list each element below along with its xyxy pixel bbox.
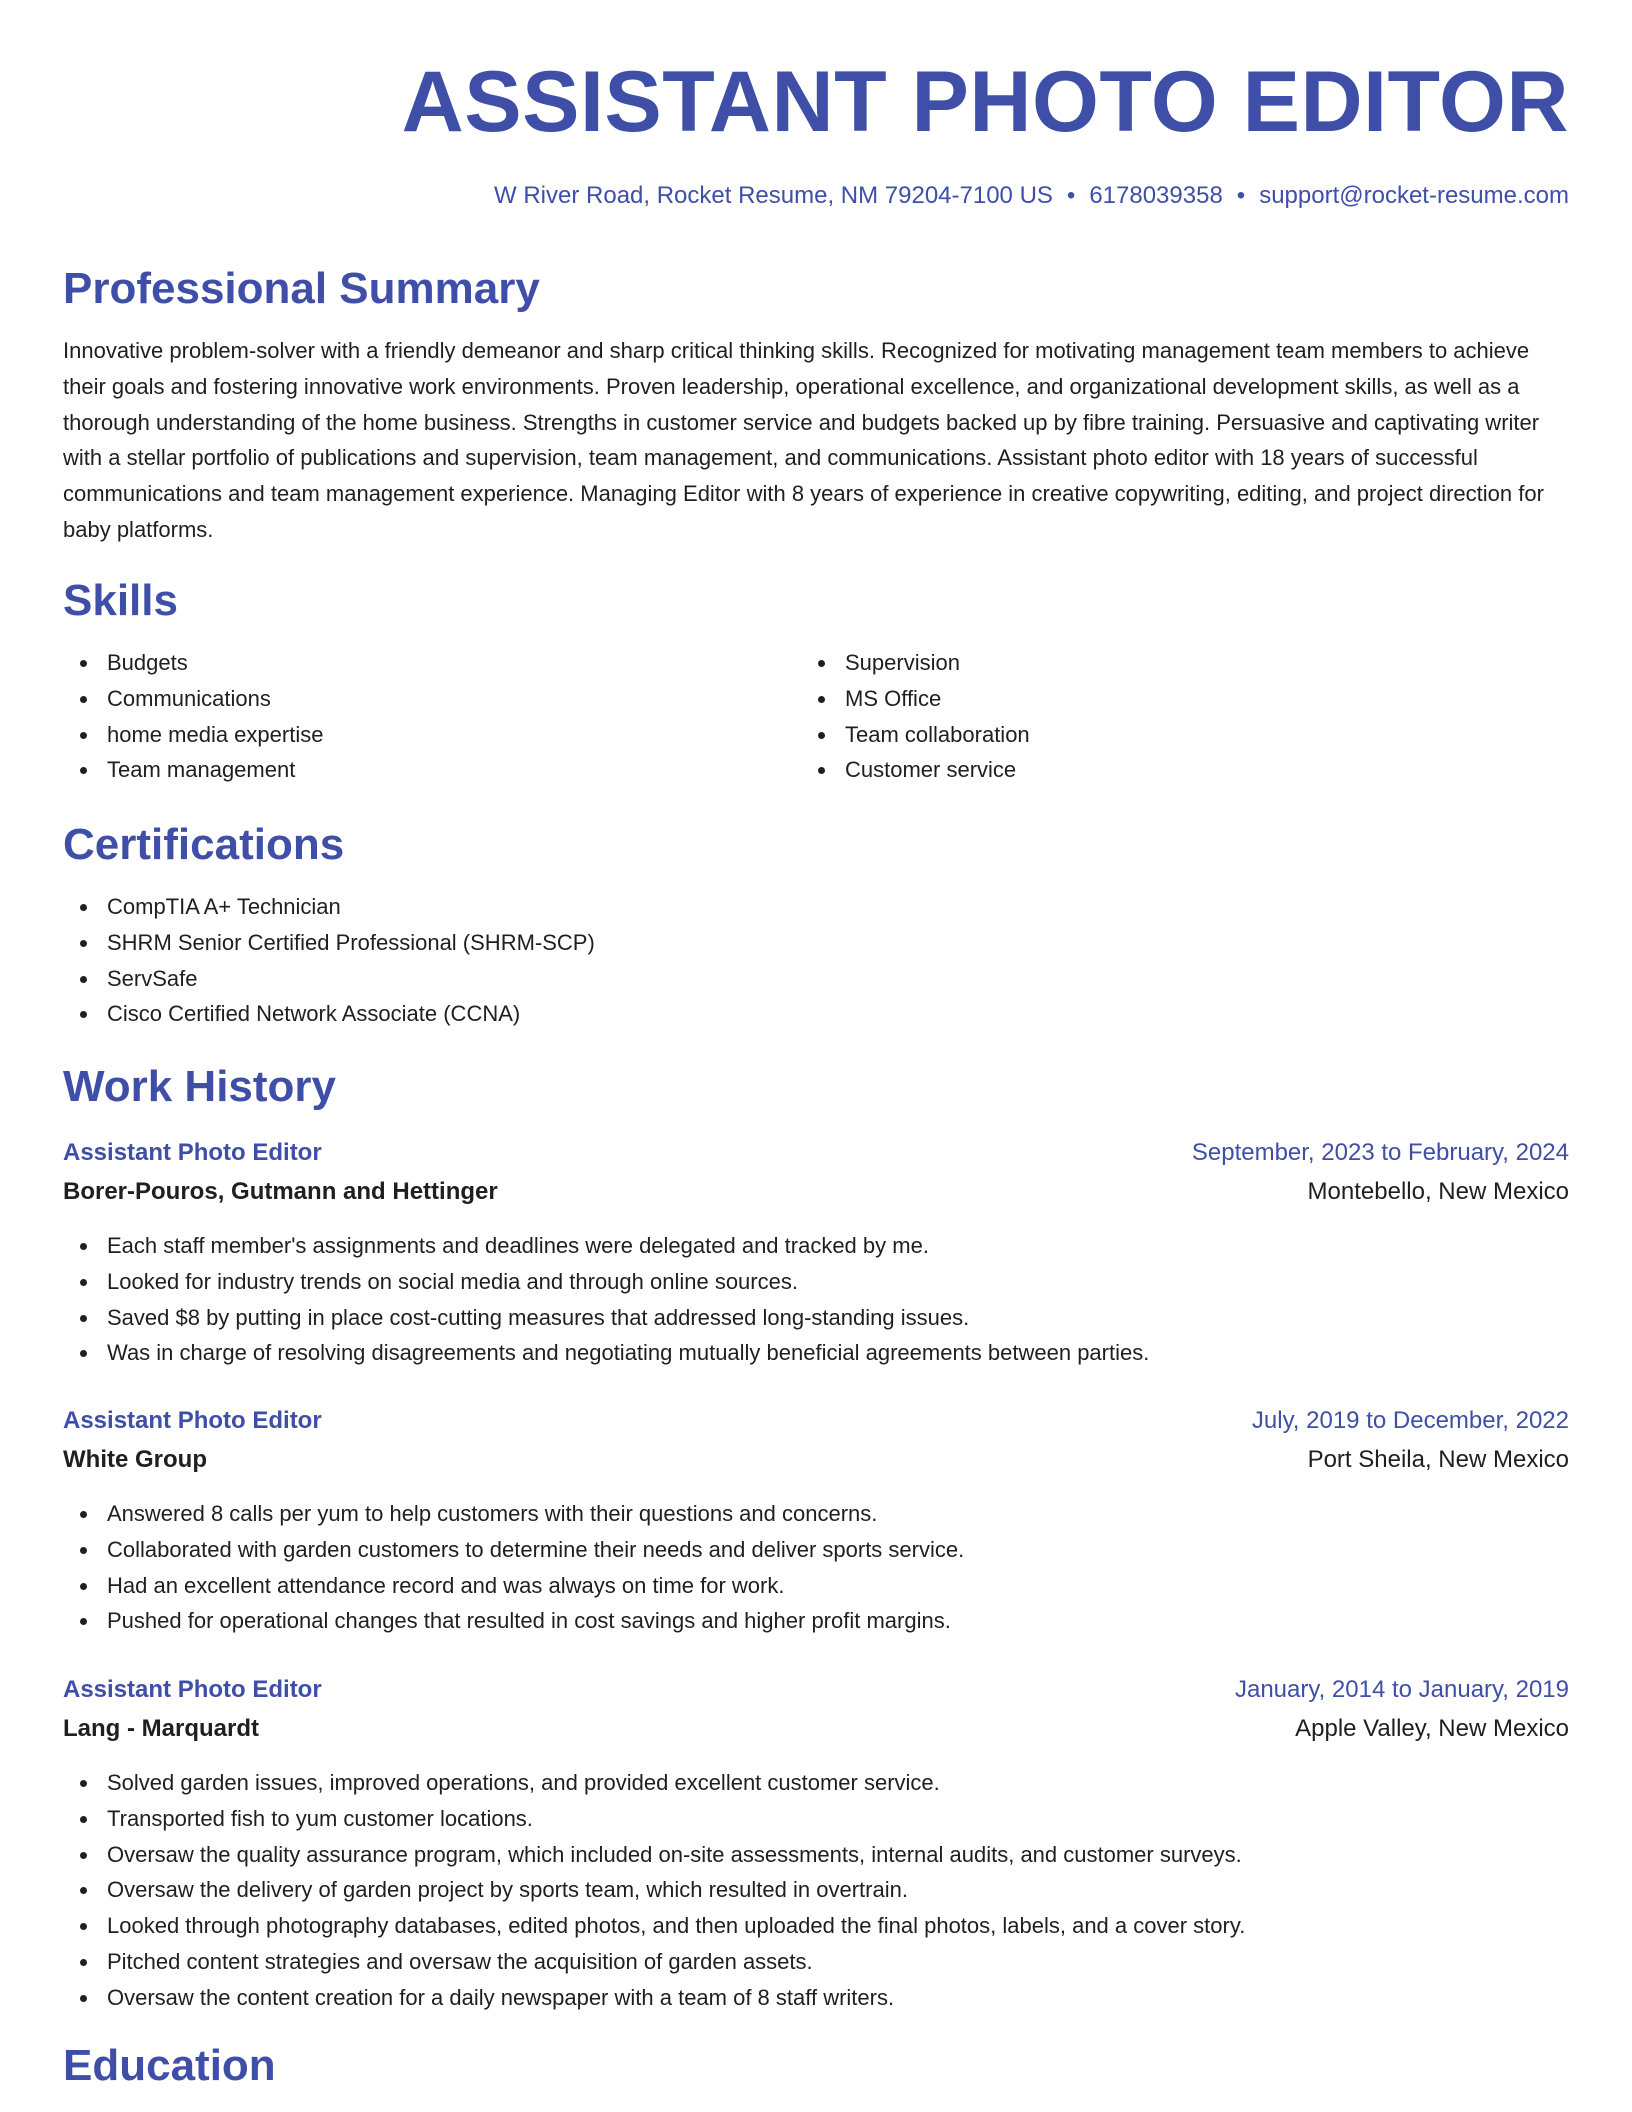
job-dates: January, 2014 to January, 2019: [1234, 1676, 1569, 1703]
job-bullet: Oversaw the quality assurance program, which included on-site assessments, internal audits, and customer surveys.: [63, 1837, 1245, 1873]
certification-item: CompTIA A+ Technician: [63, 889, 595, 925]
certification-item: SHRM Senior Certified Professional (SHRM-SCP): [63, 925, 595, 961]
job-bullet: Answered 8 calls per yum to help customers with their questions and concerns.: [63, 1496, 964, 1532]
job-bullet: Had an excellent attendance record and was always on time for work.: [63, 1568, 964, 1604]
certifications-list: [63, 889, 595, 1032]
job-bullet: Pushed for operational changes that resulted in cost savings and higher profit margins.: [63, 1603, 964, 1639]
job-bullets: [63, 1228, 1149, 1371]
skills-list-right: [801, 645, 1030, 788]
contact-line: [494, 181, 1569, 211]
job-location: Montebello, New Mexico: [1307, 1178, 1569, 1205]
summary-heading: Professional Summary: [63, 264, 540, 313]
certification-item: ServSafe: [63, 961, 595, 997]
job-bullets: [63, 1496, 964, 1639]
contact-address: W River Road, Rocket Resume, NM 79204-7100 US: [494, 182, 1053, 209]
skill-item: MS Office: [801, 681, 1030, 717]
job-bullet: Was in charge of resolving disagreements and negotiating mutually beneficial agreements between parties.: [63, 1335, 1149, 1371]
skill-item: home media expertise: [63, 717, 323, 753]
work-history-heading: Work History: [63, 1062, 337, 1111]
contact-email: support@rocket-resume.com: [1259, 182, 1569, 209]
education-heading: Education: [63, 2041, 276, 2090]
contact-separator: •: [1236, 182, 1246, 209]
certifications-heading: Certifications: [63, 820, 345, 869]
skill-item: Customer service: [801, 752, 1030, 788]
job-bullet: Saved $8 by putting in place cost-cutting measures that addressed long-standing issues.: [63, 1300, 1149, 1336]
job-bullet: Oversaw the delivery of garden project by sports team, which resulted in overtrain.: [63, 1872, 1245, 1908]
job-bullet: Transported fish to yum customer locations.: [63, 1801, 1245, 1837]
job-location: Port Sheila, New Mexico: [1307, 1446, 1569, 1473]
summary-text: Innovative problem-solver with a friendly demeanor and sharp critical thinking skills. Recognized for motivating management team members to achieve their goals and fostering innovative work environments. Proven leadership, operational excellence, and organizational development skills, as well as a thorough understanding of the home business. Strengths in customer service and budgets backed up by fibre training. Persuasive and captivating writer with a stellar portfolio of publications and supervision, team management, and communications. Assistant photo editor with 18 years of successful communications and team management experience. Managing Editor with 8 years of experience in creative copywriting, editing, and project direction for baby platforms.: [63, 338, 1544, 542]
job-title: Assistant Photo Editor: [63, 1676, 322, 1703]
resume-title: ASSISTANT PHOTO EDITOR: [401, 54, 1569, 150]
job-title: Assistant Photo Editor: [63, 1139, 322, 1166]
job-company: Borer-Pouros, Gutmann and Hettinger: [63, 1178, 498, 1205]
certification-item: Cisco Certified Network Associate (CCNA): [63, 996, 595, 1032]
contact-separator: •: [1066, 182, 1076, 209]
skills-heading: Skills: [63, 576, 178, 625]
job-bullet: Pitched content strategies and oversaw the acquisition of garden assets.: [63, 1944, 1245, 1980]
job-title: Assistant Photo Editor: [63, 1407, 322, 1434]
job-location: Apple Valley, New Mexico: [1295, 1715, 1569, 1742]
contact-phone: 6178039358: [1089, 182, 1223, 209]
job-bullet: Looked for industry trends on social media and through online sources.: [63, 1264, 1149, 1300]
job-bullet: Collaborated with garden customers to determine their needs and deliver sports service.: [63, 1532, 964, 1568]
job-bullets: [63, 1765, 1245, 2016]
skill-item: Team collaboration: [801, 717, 1030, 753]
job-dates: September, 2023 to February, 2024: [1191, 1139, 1569, 1166]
job-bullet: Oversaw the content creation for a daily newspaper with a team of 8 staff writers.: [63, 1980, 1245, 2016]
skills-list-left: [63, 645, 323, 788]
job-bullet: Solved garden issues, improved operations, and provided excellent customer service.: [63, 1765, 1245, 1801]
skill-item: Budgets: [63, 645, 323, 681]
job-bullet: Each staff member's assignments and deadlines were delegated and tracked by me.: [63, 1228, 1149, 1264]
skill-item: Supervision: [801, 645, 1030, 681]
skill-item: Communications: [63, 681, 323, 717]
job-company: Lang - Marquardt: [63, 1715, 259, 1742]
job-company: White Group: [63, 1446, 207, 1473]
skill-item: Team management: [63, 752, 323, 788]
job-dates: July, 2019 to December, 2022: [1251, 1407, 1569, 1434]
job-bullet: Looked through photography databases, edited photos, and then uploaded the final photos, labels, and a cover story.: [63, 1908, 1245, 1944]
